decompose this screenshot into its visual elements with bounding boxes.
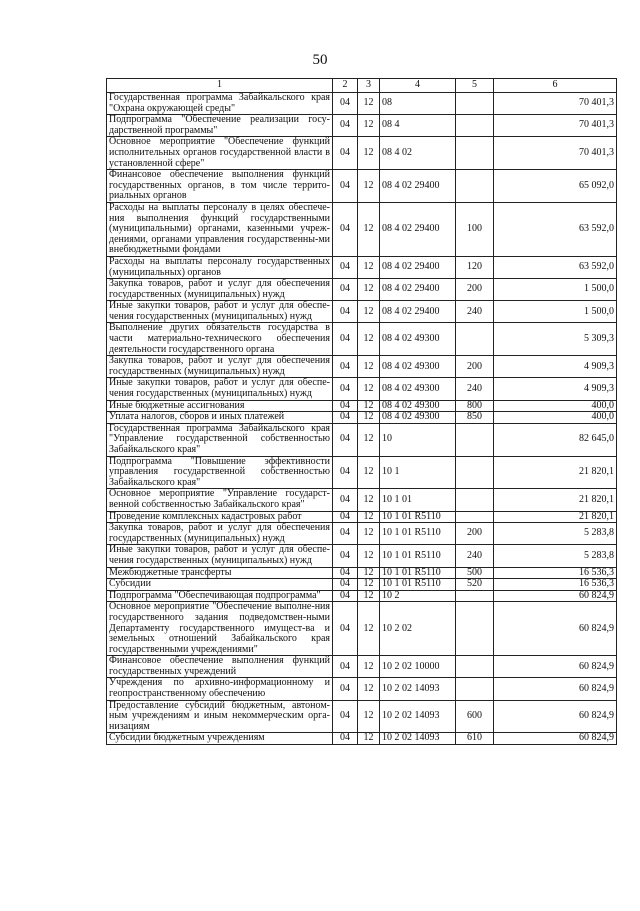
item-name-cell: Субсидии бюджетным учреждениям	[107, 733, 333, 745]
section-cell: 04	[333, 323, 358, 356]
expense-type-cell	[456, 170, 494, 203]
expense-type-cell: 240	[456, 378, 494, 400]
header-cell-5: 5	[456, 79, 494, 93]
item-name-cell: Учреждения по архивно-информационному и геопространственному обеспечению	[107, 678, 333, 700]
table-row	[107, 137, 617, 170]
expense-type-cell	[456, 656, 494, 678]
section-cell: 04	[333, 602, 358, 656]
target-article-cell: 10 2 02	[380, 602, 456, 656]
table-row	[107, 733, 617, 745]
target-article-cell: 10 1 01 R5110	[380, 579, 456, 591]
section-cell: 04	[333, 678, 358, 700]
section-cell: 04	[333, 523, 358, 545]
section-cell: 04	[333, 656, 358, 678]
subsection-cell: 12	[358, 511, 380, 523]
section-cell: 04	[333, 202, 358, 256]
target-article-cell: 08 4 02 29400	[380, 301, 456, 323]
section-cell: 04	[333, 170, 358, 203]
table-row	[107, 545, 617, 567]
target-article-cell: 08 4 02 49300	[380, 378, 456, 400]
amount-cell: 65 092,0	[494, 170, 617, 203]
amount-cell: 70 401,3	[494, 137, 617, 170]
target-article-cell: 08 4 02 29400	[380, 202, 456, 256]
subsection-cell: 12	[358, 356, 380, 378]
target-article-cell: 10 1	[380, 456, 456, 489]
section-cell: 04	[333, 733, 358, 745]
table-row	[107, 256, 617, 278]
section-cell: 04	[333, 511, 358, 523]
item-name-cell: Субсидии	[107, 579, 333, 591]
section-cell: 04	[333, 256, 358, 278]
expense-type-cell: 850	[456, 412, 494, 424]
target-article-cell: 08 4 02 29400	[380, 170, 456, 203]
amount-cell: 400,0	[494, 412, 617, 424]
table-row	[107, 202, 617, 256]
target-article-cell: 08 4 02 29400	[380, 279, 456, 301]
table-row	[107, 700, 617, 733]
expense-type-cell: 610	[456, 733, 494, 745]
item-name-cell: Иные закупки товаров, работ и услуг для обеспе-чения государственных (муниципальных) нужд	[107, 545, 333, 567]
item-name-cell: Подпрограмма "Обеспечение реализации госу-дарственной программы"	[107, 115, 333, 137]
subsection-cell: 12	[358, 523, 380, 545]
section-cell: 04	[333, 567, 358, 579]
subsection-cell: 12	[358, 170, 380, 203]
budget-table	[106, 78, 617, 745]
amount-cell: 21 820,1	[494, 456, 617, 489]
target-article-cell: 08 4 02 49300	[380, 356, 456, 378]
target-article-cell: 10 1 01	[380, 489, 456, 511]
section-cell: 04	[333, 700, 358, 733]
section-cell: 04	[333, 115, 358, 137]
expense-type-cell: 600	[456, 700, 494, 733]
subsection-cell: 12	[358, 602, 380, 656]
expense-type-cell: 520	[456, 579, 494, 591]
table-row	[107, 678, 617, 700]
item-name-cell: Выполнение других обязательств государства в части материально-технического обеспечения деятельности государственного органа	[107, 323, 333, 356]
expense-type-cell	[456, 602, 494, 656]
section-cell: 04	[333, 279, 358, 301]
expense-type-cell	[456, 489, 494, 511]
table-row	[107, 323, 617, 356]
subsection-cell: 12	[358, 489, 380, 511]
table-row	[107, 590, 617, 602]
target-article-cell: 08 4 02 49300	[380, 323, 456, 356]
header-cell-4: 4	[380, 79, 456, 93]
expense-type-cell: 500	[456, 567, 494, 579]
target-article-cell: 08 4	[380, 115, 456, 137]
header-cell-2: 2	[333, 79, 358, 93]
amount-cell: 5 283,8	[494, 523, 617, 545]
target-article-cell: 08 4 02 29400	[380, 256, 456, 278]
amount-cell: 16 536,3	[494, 567, 617, 579]
amount-cell: 60 824,9	[494, 700, 617, 733]
expense-type-cell	[456, 323, 494, 356]
item-name-cell: Расходы на выплаты персоналу в целях обеспече-ния выполнения функций государственными (муниципальными) органами, казенными учреж-дениями, органами управления государственны-ми внебюджетными фондами	[107, 202, 333, 256]
item-name-cell: Финансовое обеспечение выполнения функций государственных органов, в том числе террито-риальных органов	[107, 170, 333, 203]
item-name-cell: Иные закупки товаров, работ и услуг для обеспе-чения государственных (муниципальных) нужд	[107, 378, 333, 400]
target-article-cell: 10 2	[380, 590, 456, 602]
amount-cell: 60 824,9	[494, 602, 617, 656]
subsection-cell: 12	[358, 545, 380, 567]
expense-type-cell: 100	[456, 202, 494, 256]
target-article-cell: 10 2 02 14093	[380, 733, 456, 745]
amount-cell: 82 645,0	[494, 423, 617, 456]
expense-type-cell	[456, 423, 494, 456]
item-name-cell: Финансовое обеспечение выполнения функций государственных учреждений	[107, 656, 333, 678]
expense-type-cell	[456, 93, 494, 115]
table-row	[107, 301, 617, 323]
expense-type-cell	[456, 456, 494, 489]
subsection-cell: 12	[358, 656, 380, 678]
table-row	[107, 170, 617, 203]
target-article-cell: 08 4 02 49300	[380, 400, 456, 412]
section-cell: 04	[333, 423, 358, 456]
table-row	[107, 378, 617, 400]
target-article-cell: 10	[380, 423, 456, 456]
item-name-cell: Расходы на выплаты персоналу государственных (муниципальных) органов	[107, 256, 333, 278]
item-name-cell: Предоставление субсидий бюджетным, автоном-ным учреждениям и иным некоммерческим орга-низациям	[107, 700, 333, 733]
amount-cell: 63 592,0	[494, 202, 617, 256]
table-row	[107, 511, 617, 523]
section-cell: 04	[333, 579, 358, 591]
subsection-cell: 12	[358, 93, 380, 115]
section-cell: 04	[333, 400, 358, 412]
item-name-cell: Иные бюджетные ассигнования	[107, 400, 333, 412]
table-row	[107, 656, 617, 678]
section-cell: 04	[333, 137, 358, 170]
subsection-cell: 12	[358, 323, 380, 356]
expense-type-cell: 240	[456, 545, 494, 567]
subsection-cell: 12	[358, 678, 380, 700]
target-article-cell: 08	[380, 93, 456, 115]
header-row	[107, 79, 617, 93]
amount-cell: 60 824,9	[494, 733, 617, 745]
target-article-cell: 10 1 01 R5110	[380, 523, 456, 545]
item-name-cell: Закупка товаров, работ и услуг для обеспечения государственных (муниципальных) нужд	[107, 356, 333, 378]
expense-type-cell: 200	[456, 356, 494, 378]
expense-type-cell: 240	[456, 301, 494, 323]
target-article-cell: 10 2 02 14093	[380, 700, 456, 733]
expense-type-cell: 120	[456, 256, 494, 278]
amount-cell: 1 500,0	[494, 279, 617, 301]
subsection-cell: 12	[358, 400, 380, 412]
amount-cell: 60 824,9	[494, 590, 617, 602]
table-row	[107, 567, 617, 579]
amount-cell: 5 309,3	[494, 323, 617, 356]
subsection-cell: 12	[358, 700, 380, 733]
table-row	[107, 602, 617, 656]
target-article-cell: 08 4 02 49300	[380, 412, 456, 424]
subsection-cell: 12	[358, 567, 380, 579]
subsection-cell: 12	[358, 301, 380, 323]
section-cell: 04	[333, 590, 358, 602]
subsection-cell: 12	[358, 137, 380, 170]
subsection-cell: 12	[358, 456, 380, 489]
table-row	[107, 423, 617, 456]
amount-cell: 70 401,3	[494, 93, 617, 115]
amount-cell: 21 820,1	[494, 511, 617, 523]
target-article-cell: 08 4 02	[380, 137, 456, 170]
amount-cell: 5 283,8	[494, 545, 617, 567]
section-cell: 04	[333, 93, 358, 115]
section-cell: 04	[333, 456, 358, 489]
table-row	[107, 115, 617, 137]
page-number: 50	[312, 52, 328, 68]
item-name-cell: Межбюджетные трансферты	[107, 567, 333, 579]
subsection-cell: 12	[358, 733, 380, 745]
table-row	[107, 523, 617, 545]
amount-cell: 60 824,9	[494, 656, 617, 678]
subsection-cell: 12	[358, 412, 380, 424]
header-cell-6: 6	[494, 79, 617, 93]
amount-cell: 400,0	[494, 400, 617, 412]
expense-type-cell	[456, 678, 494, 700]
section-cell: 04	[333, 301, 358, 323]
amount-cell: 21 820,1	[494, 489, 617, 511]
header-cell-3: 3	[358, 79, 380, 93]
item-name-cell: Государственная программа Забайкальского края "Охрана окружающей среды"	[107, 93, 333, 115]
expense-type-cell	[456, 137, 494, 170]
expense-type-cell: 800	[456, 400, 494, 412]
amount-cell: 1 500,0	[494, 301, 617, 323]
section-cell: 04	[333, 412, 358, 424]
section-cell: 04	[333, 545, 358, 567]
target-article-cell: 10 1 01 R5110	[380, 567, 456, 579]
table-row	[107, 579, 617, 591]
amount-cell: 63 592,0	[494, 256, 617, 278]
item-name-cell: Закупка товаров, работ и услуг для обеспечения государственных (муниципальных) нужд	[107, 523, 333, 545]
subsection-cell: 12	[358, 115, 380, 137]
table-row	[107, 489, 617, 511]
expense-type-cell: 200	[456, 279, 494, 301]
table-row	[107, 400, 617, 412]
section-cell: 04	[333, 378, 358, 400]
item-name-cell: Иные закупки товаров, работ и услуг для обеспе-чения государственных (муниципальных) нужд	[107, 301, 333, 323]
table-row	[107, 412, 617, 424]
item-name-cell: Государственная программа Забайкальского края "Управление государственной собственностью Забайкальского края"	[107, 423, 333, 456]
table-row	[107, 93, 617, 115]
item-name-cell: Основное мероприятие "Обеспечение функций исполнительных органов государственной власти в установленной сфере"	[107, 137, 333, 170]
subsection-cell: 12	[358, 590, 380, 602]
item-name-cell: Подпрограмма "Обеспечивающая подпрограмма"	[107, 590, 333, 602]
target-article-cell: 10 2 02 10000	[380, 656, 456, 678]
subsection-cell: 12	[358, 279, 380, 301]
amount-cell: 4 909,3	[494, 378, 617, 400]
target-article-cell: 10 1 01 R5110	[380, 545, 456, 567]
item-name-cell: Уплата налогов, сборов и иных платежей	[107, 412, 333, 424]
item-name-cell: Основное мероприятие "Управление государст-венной собственностью Забайкальского края"	[107, 489, 333, 511]
item-name-cell: Подпрограмма "Повышение эффективности управления государственной собственностью Забайкальского края"	[107, 456, 333, 489]
subsection-cell: 12	[358, 256, 380, 278]
subsection-cell: 12	[358, 202, 380, 256]
table-row	[107, 279, 617, 301]
section-cell: 04	[333, 356, 358, 378]
expense-type-cell	[456, 115, 494, 137]
target-article-cell: 10 2 02 14093	[380, 678, 456, 700]
item-name-cell: Проведение комплексных кадастровых работ	[107, 511, 333, 523]
target-article-cell: 10 1 01 R5110	[380, 511, 456, 523]
expense-type-cell: 200	[456, 523, 494, 545]
expense-type-cell	[456, 511, 494, 523]
amount-cell: 4 909,3	[494, 356, 617, 378]
table-row	[107, 356, 617, 378]
subsection-cell: 12	[358, 579, 380, 591]
table-row	[107, 456, 617, 489]
amount-cell: 70 401,3	[494, 115, 617, 137]
section-cell: 04	[333, 489, 358, 511]
header-cell-1: 1	[107, 79, 333, 93]
item-name-cell: Основное мероприятие "Обеспечение выполне-ния государственного задания подведомствен-ными Департаменту государственного имущест-ва и земельных отношений Забайкальского края государственными учреждениями"	[107, 602, 333, 656]
amount-cell: 16 536,3	[494, 579, 617, 591]
expense-type-cell	[456, 590, 494, 602]
subsection-cell: 12	[358, 423, 380, 456]
table-body	[107, 93, 617, 745]
item-name-cell: Закупка товаров, работ и услуг для обеспечения государственных (муниципальных) нужд	[107, 279, 333, 301]
amount-cell: 60 824,9	[494, 678, 617, 700]
subsection-cell: 12	[358, 378, 380, 400]
